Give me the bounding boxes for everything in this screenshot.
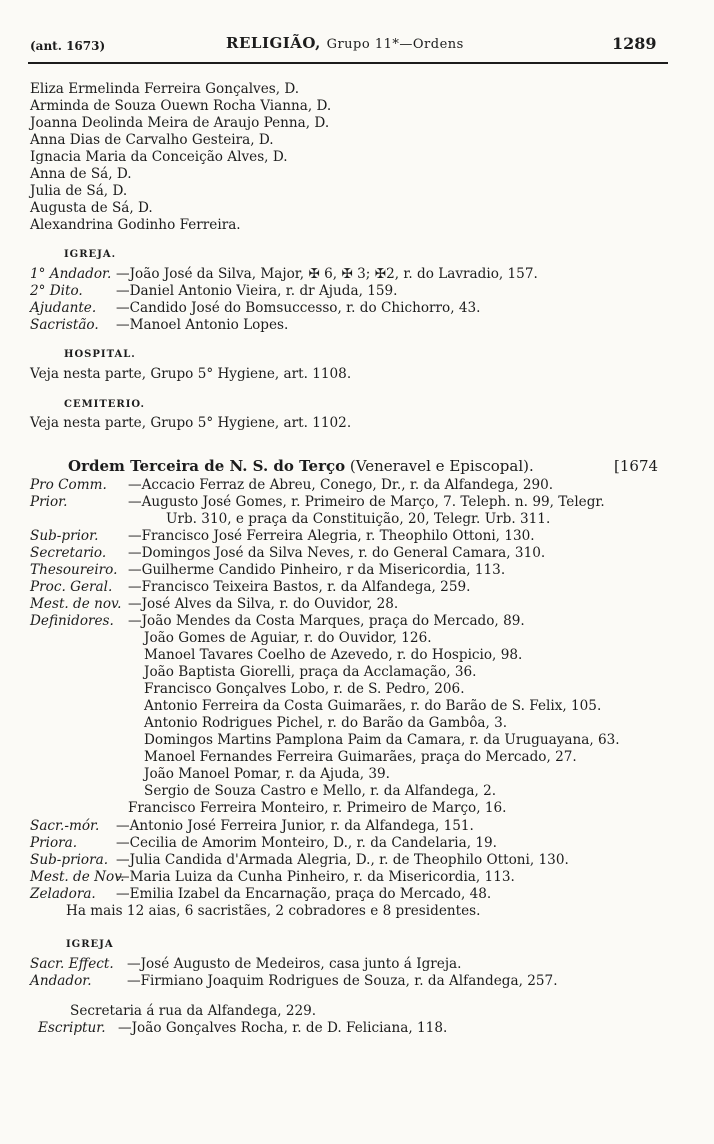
member-line: Arminda de Souza Ouewn Rocha Vianna, D. <box>30 98 332 114</box>
member-line: Julia de Sá, D. <box>30 183 128 199</box>
role-label: Sacristão. <box>30 317 99 333</box>
section-caption-hospital: HOSPITAL. <box>64 349 136 360</box>
definidor-line: Domingos Martins Pamplona Paim da Camara, r. da Uruguayana, 63. <box>144 732 620 748</box>
role-entry: —Daniel Antonio Vieira, r. dr Ajuda, 159. <box>116 283 398 299</box>
role-label: Sub-priora. <box>30 852 109 868</box>
order-extra-note: Ha mais 12 aias, 6 sacristães, 2 cobradores e 8 presidentes. <box>66 903 481 919</box>
role-label: Ajudante. <box>30 300 97 316</box>
secretaria-address: Secretaria á rua da Alfandega, 229. <box>70 1003 317 1019</box>
header-group: Grupo 11*—Ordens <box>326 37 464 52</box>
role-entry: —Accacio Ferraz de Abreu, Conego, Dr., r. da Alfandega, 290. <box>128 477 554 493</box>
header-section: RELIGIÃO, <box>226 34 321 52</box>
member-line: Anna de Sá, D. <box>30 166 132 182</box>
role-label: Sub-prior. <box>30 528 99 544</box>
role-entry: —Antonio José Ferreira Junior, r. da Alfandega, 151. <box>116 818 474 834</box>
role-label: Andador. <box>30 973 92 989</box>
role-entry-continued: Urb. 310, e praça da Constituição, 20, Telegr. Urb. 311. <box>166 511 551 527</box>
role-label: 2° Dito. <box>30 283 83 299</box>
order-name: Ordem Terceira de N. S. do Terço <box>68 457 346 475</box>
order-number: [1674 <box>614 457 659 475</box>
member-line: Ignacia Maria da Conceição Alves, D. <box>30 149 288 165</box>
role-entry: —Cecilia de Amorim Monteiro, D., r. da Candelaria, 19. <box>116 835 497 851</box>
definidor-line: João Gomes de Aguiar, r. do Ouvidor, 126. <box>144 630 432 646</box>
definidor-line: Francisco Gonçalves Lobo, r. de S. Pedro, 206. <box>144 681 465 697</box>
order-qualifier: (Veneravel e Episcopal). <box>349 457 534 475</box>
role-entry: —José Alves da Silva, r. do Ouvidor, 28. <box>128 596 399 612</box>
member-line: Joanna Deolinda Meira de Araujo Penna, D. <box>30 115 330 131</box>
role-entry: —João Mendes da Costa Marques, praça do Mercado, 89. <box>128 613 525 629</box>
role-label: Proc. Geral. <box>30 579 113 595</box>
role-entry: —João Gonçalves Rocha, r. de D. Feliciana, 118. <box>118 1020 448 1036</box>
role-label: Pro Comm. <box>30 477 107 493</box>
definidor-line: Manoel Fernandes Ferreira Guimarães, praça do Mercado, 27. <box>144 749 577 765</box>
role-entry: —Julia Candida d'Armada Alegria, D., r. de Theophilo Ottoni, 130. <box>116 852 569 868</box>
member-line: Alexandrina Godinho Ferreira. <box>30 217 241 233</box>
role-label: Zeladora. <box>30 886 96 902</box>
role-entry: —Firmiano Joaquim Rodrigues de Souza, r. da Alfandega, 257. <box>127 973 558 989</box>
role-label: Priora. <box>30 835 78 851</box>
role-entry: —Guilherme Candido Pinheiro, r da Misericordia, 113. <box>128 562 506 578</box>
member-line: Augusta de Sá, D. <box>30 200 153 216</box>
role-label: Mest. de nov. <box>30 596 122 612</box>
role-label: Prior. <box>30 494 68 510</box>
role-entry: —Candido José do Bomsuccesso, r. do Chichorro, 43. <box>116 300 481 316</box>
member-line: Eliza Ermelinda Ferreira Gonçalves, D. <box>30 81 300 97</box>
role-entry: —Maria Luiza da Cunha Pinheiro, r. da Misericordia, 113. <box>116 869 515 885</box>
definidor-line: Antonio Ferreira da Costa Guimarães, r. do Barão de S. Felix, 105. <box>144 698 602 714</box>
role-label: Secretario. <box>30 545 107 561</box>
role-entry: —Francisco José Ferreira Alegria, r. Theophilo Ottoni, 130. <box>128 528 535 544</box>
member-line: Anna Dias de Carvalho Gesteira, D. <box>30 132 274 148</box>
role-label: Definidores. <box>30 613 114 629</box>
role-entry: —Manoel Antonio Lopes. <box>116 317 289 333</box>
role-label: 1° Andador. <box>30 266 112 282</box>
role-entry: —Augusto José Gomes, r. Primeiro de Março, 7. Teleph. n. 99, Telegr. <box>128 494 605 510</box>
role-entry: —Domingos José da Silva Neves, r. do General Camara, 310. <box>128 545 546 561</box>
role-entry: —José Augusto de Medeiros, casa junto á Igreja. <box>127 956 462 972</box>
role-entry: —Emilia Izabel da Encarnação, praça do Mercado, 48. <box>116 886 492 902</box>
header-left: (ant. 1673) <box>30 39 106 53</box>
role-entry: —Francisco Teixeira Bastos, r. da Alfandega, 259. <box>128 579 471 595</box>
role-entry: —João José da Silva, Major, ✠ 6, ✠ 3; ✠2, r. do Lavradio, 157. <box>116 266 538 282</box>
definidor-line: Antonio Rodrigues Pichel, r. do Barão da Gambôa, 3. <box>144 715 508 731</box>
hospital-reference: Veja nesta parte, Grupo 5° Hygiene, art. 1108. <box>30 366 352 382</box>
role-label: Thesoureiro. <box>30 562 118 578</box>
order-title <box>68 459 534 474</box>
role-label: Escriptur. <box>38 1020 106 1036</box>
role-label: Sacr. Effect. <box>30 956 114 972</box>
section-caption-igreja: IGREJA. <box>64 249 117 260</box>
role-label: Mest. de Nov. <box>30 869 125 885</box>
definidor-line: João Manoel Pomar, r. da Ajuda, 39. <box>144 766 390 782</box>
cemiterio-reference: Veja nesta parte, Grupo 5° Hygiene, art. 1102. <box>30 415 352 431</box>
definidor-line: Sergio de Souza Castro e Mello, r. da Alfandega, 2. <box>144 783 497 799</box>
page-number: 1289 <box>612 34 657 53</box>
definidor-line: João Baptista Giorelli, praça da Acclamação, 36. <box>144 664 477 680</box>
definidor-line: Manoel Tavares Coelho de Azevedo, r. do Hospicio, 98. <box>144 647 523 663</box>
header-title <box>226 36 464 51</box>
role-label: Sacr.-mór. <box>30 818 100 834</box>
definidor-line: Francisco Ferreira Monteiro, r. Primeiro de Março, 16. <box>128 800 507 816</box>
section-caption-cemiterio: CEMITERIO. <box>64 399 145 410</box>
section-caption-igreja: IGREJA <box>66 939 114 950</box>
header-rule <box>28 62 668 64</box>
